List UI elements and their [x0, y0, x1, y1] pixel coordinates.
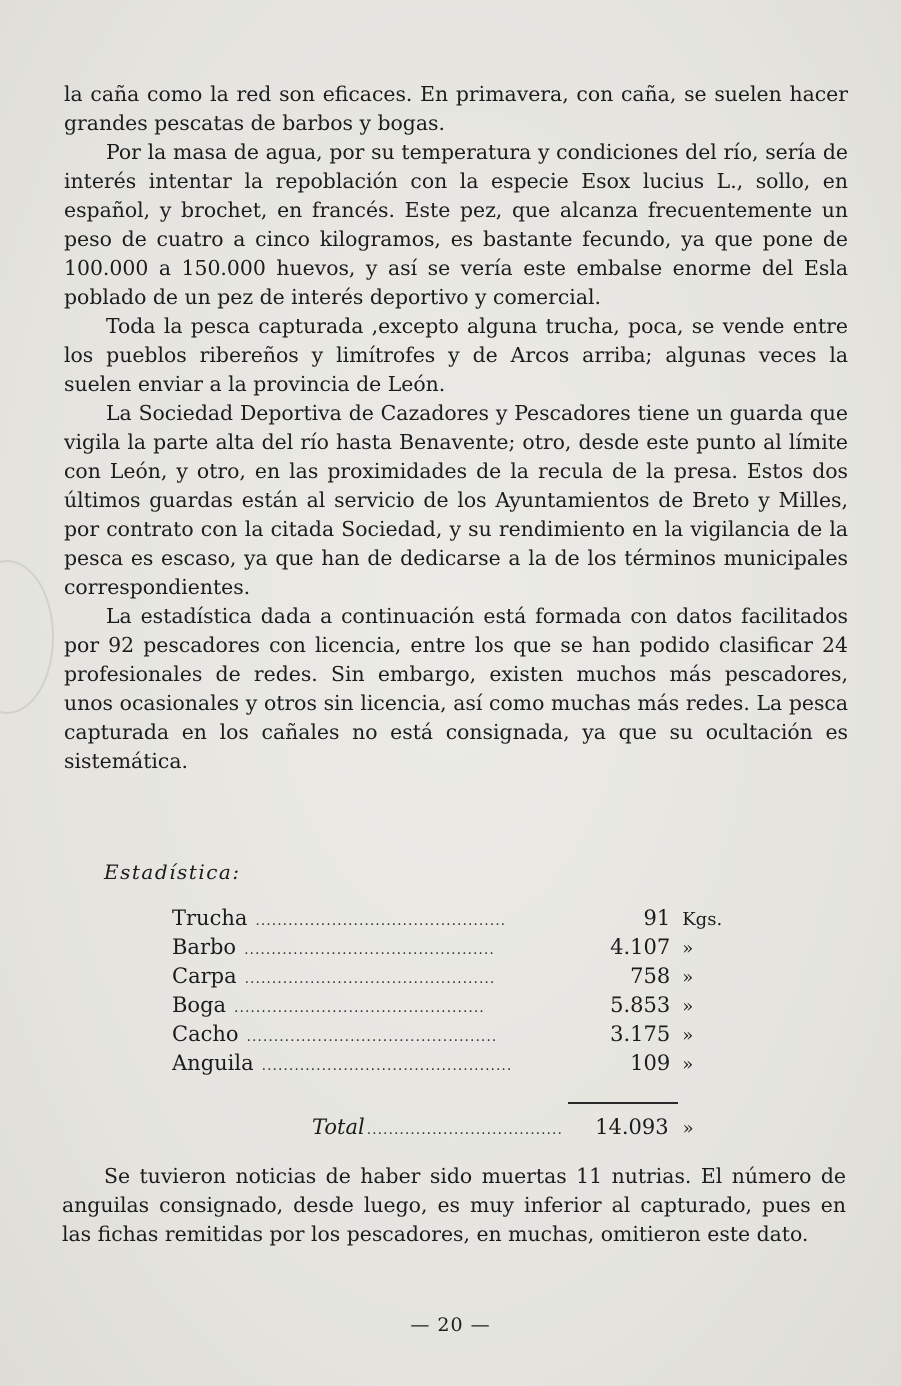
statistics-row-trucha	[172, 906, 752, 935]
species-value: 91	[643, 906, 671, 930]
species-unit: »	[682, 996, 694, 1017]
dot-leader: ..............................................	[246, 1029, 498, 1045]
dot-leader: ..............................................	[255, 913, 507, 929]
species-name: Carpa	[172, 964, 237, 988]
dot-leader: ..............................................	[234, 1000, 485, 1016]
species-unit: »	[682, 938, 694, 959]
species-name: Anguila	[172, 1051, 254, 1075]
total-value: 14.093	[595, 1115, 669, 1139]
species-value: 109	[630, 1051, 671, 1075]
species-unit: »	[682, 967, 694, 988]
closing-text	[62, 1162, 846, 1249]
dot-leader: ....................................	[366, 1122, 563, 1138]
statistics-table	[172, 906, 752, 1080]
dot-leader: ..............................................	[244, 971, 496, 987]
statistics-row-barbo	[172, 935, 752, 964]
total-rule-line	[568, 1102, 678, 1104]
statistics-row-cacho	[172, 1022, 752, 1051]
statistics-row-anguila	[172, 1051, 752, 1080]
species-unit: »	[682, 1054, 694, 1075]
faded-stamp-mark	[0, 560, 54, 714]
statistics-heading: Estadística:	[104, 860, 241, 884]
species-name: Boga	[172, 993, 227, 1017]
paragraph-1: la caña como la red son eficaces. En primavera, con caña, se suelen hacer grandes pescatas de barbos y bogas.	[64, 82, 848, 135]
paragraph-4: La Sociedad Deportiva de Cazadores y Pescadores tiene un guarda que vigila la parte alta del río hasta Benavente; otro, desde este punto al límite con León, y otro, en las proximidades de la recula de la presa. Estos dos últimos guardas están al servicio de los Ayuntamientos de Breto y Milles, por contrato con la citada Sociedad, y su rendimiento en la vigilancia de la pesca es escaso, ya que han de dedicarse a la de los términos municipales correspondientes.	[64, 401, 848, 599]
page-number-text: — 20 —	[410, 1314, 491, 1336]
paragraph-3: Toda la pesca capturada ,excepto alguna trucha, poca, se vende entre los pueblos ribereños y limítrofes y de Arcos arriba; algunas veces la suelen enviar a la provincia de León.	[64, 314, 848, 396]
dot-leader: ..............................................	[261, 1058, 513, 1074]
species-value: 4.107	[610, 935, 671, 959]
dot-leader: ..............................................	[244, 942, 495, 958]
closing-paragraph: Se tuvieron noticias de haber sido muertas 11 nutrias. El número de anguilas consignado, desde luego, es muy inferior al capturado, pues en las fichas remitidas por los pescadores, en muchas, omitieron este dato.	[62, 1164, 846, 1246]
statistics-total-row	[312, 1115, 752, 1139]
species-name: Cacho	[172, 1022, 239, 1046]
species-name: Barbo	[172, 935, 237, 959]
total-unit: »	[682, 1118, 694, 1139]
species-value: 758	[630, 964, 671, 988]
species-value: 5.853	[610, 993, 671, 1017]
body-text	[64, 80, 848, 776]
species-name: Trucha	[172, 906, 248, 930]
statistics-row-boga	[172, 993, 752, 1022]
paragraph-2: Por la masa de agua, por su temperatura y condiciones del río, sería de interés intentar la repoblación con la especie Esox lucius L., sollo, en español, y brochet, en francés. Este pez, que alcanza frecuentemente un peso de cuatro a cinco kilogramos, es bastante fecundo, ya que pone de 100.000 a 150.000 huevos, y así se vería este embalse enorme del Esla poblado de un pez de interés deportivo y comercial.	[64, 140, 848, 309]
species-value: 3.175	[610, 1022, 671, 1046]
species-unit: Kgs.	[682, 909, 723, 930]
paragraph-5: La estadística dada a continuación está formada con datos facilitados por 92 pescadores con licencia, entre los que se han podido clasificar 24 profesionales de redes. Sin embargo, existen muchos más pescadores, unos ocasionales y otros sin licencia, así como muchas más redes. La pesca capturada en los cañales no está consignada, ya que su ocultación es sistemática.	[64, 604, 848, 773]
total-label: Total	[312, 1115, 365, 1139]
page-number	[0, 1314, 901, 1336]
species-unit: »	[682, 1025, 694, 1046]
statistics-row-carpa	[172, 964, 752, 993]
